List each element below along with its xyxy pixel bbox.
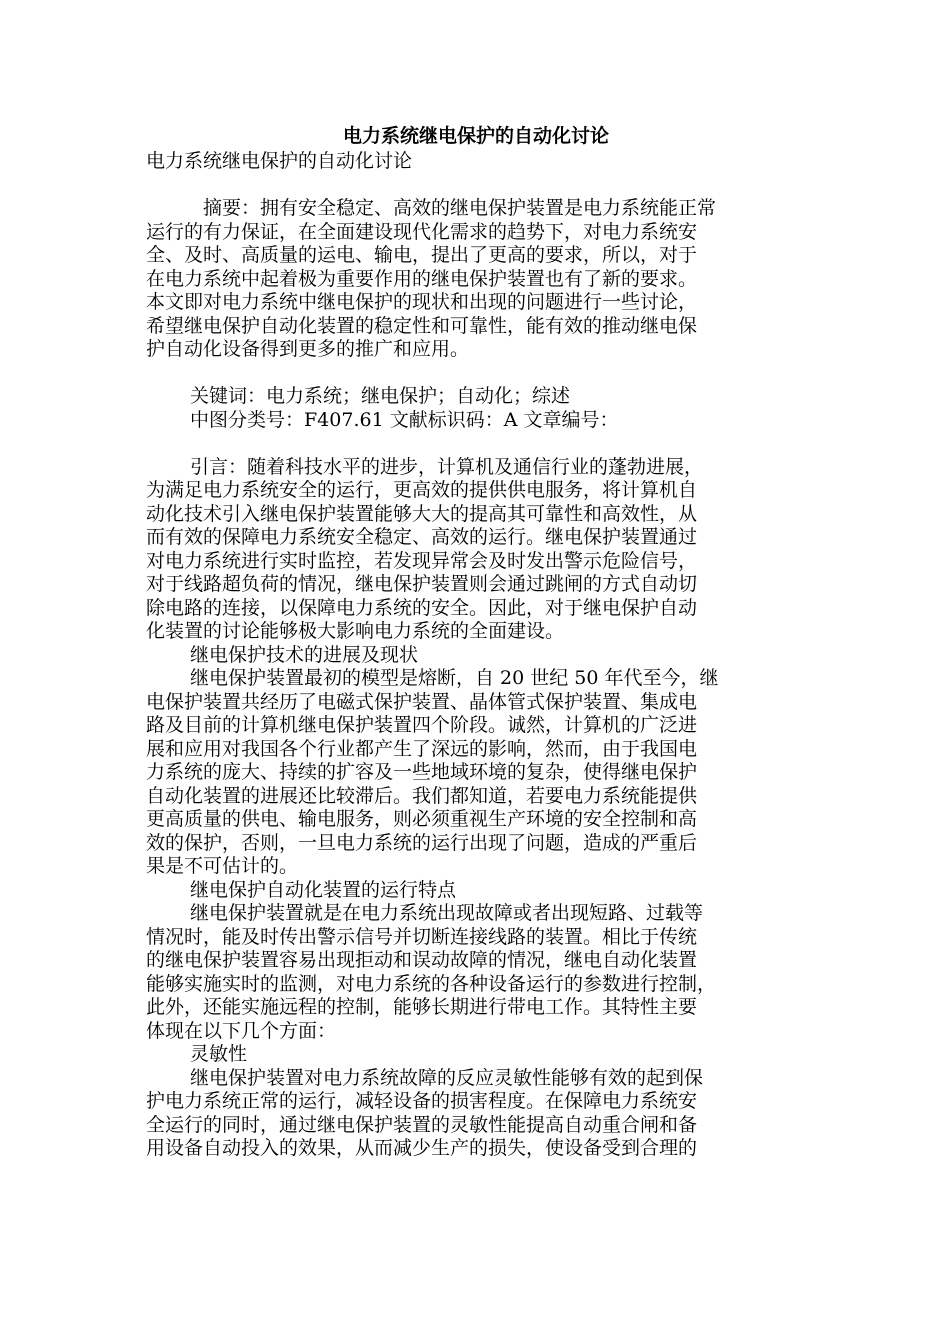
text-line: 继电保护装置最初的模型是熔断，自 20 世纪 50 年代至今，继 [190,667,719,689]
text-line: 情况时，能及时传出警示信号并切断连接线路的装置。相比于传统 [146,925,698,948]
text-line: 对于线路超负荷的情况，继电保护装置则会通过跳闸的方式自动切 [146,573,698,595]
text-line: 而有效的保障电力系统安全稳定、高效的运行。继电保护装置通过 [146,526,698,548]
blank-line [146,362,806,386]
blank-line [146,174,806,198]
text-line: 为满足电力系统安全的运行，更高效的提供供电服务，将计算机自 [146,479,698,501]
text-line: 运行的有力保证，在全面建设现代化需求的趋势下，对电力系统安 [146,220,698,243]
text-line: 动化技术引入继电保护装置能够大大的提高其可靠性和高效性，从 [146,502,698,525]
intro-paragraph [146,456,806,644]
text-line: 全、及时、高质量的运电、输电，提出了更高的要求，所以，对于 [146,244,698,266]
document-title: 电力系统继电保护的自动化讨论 [342,125,609,147]
section-heading: 继电保护自动化装置的运行特点 [190,878,457,901]
text-line: 本文即对电力系统中继电保护的现状和出现的问题进行一些讨论， [146,291,698,313]
text-line: 用设备自动投入的效果，从而减少生产的损失，使设备受到合理的 [146,1137,698,1159]
text-line: 的继电保护装置容易出现拒动和误动故障的情况，继电自动化装置 [146,949,698,971]
text-line: 化装置的讨论能够极大影响电力系统的全面建设。 [146,620,565,642]
text-line: 路及目前的计算机继电保护装置四个阶段。诚然，计算机的广泛进 [146,714,698,736]
text-line: 此外，还能实施远程的控制，能够长期进行带电工作。其特性主要 [146,996,698,1018]
text-line: 护自动化设备得到更多的推广和应用。 [146,338,470,360]
text-line: 展和应用对我国各个行业都产生了深远的影响，然而，由于我国电 [146,737,698,760]
classification-line: 中图分类号：F407.61 文献标识码：A 文章编号： [190,408,619,431]
text-line: 效的保护，否则，一旦电力系统的运行出现了问题，造成的严重后 [146,831,698,854]
text-line: 果是不可估计的。 [146,855,299,877]
text-line: 引言：随着科技水平的进步，计算机及通信行业的蓬勃进展， [190,455,704,478]
keywords-line: 关键词：电力系统；继电保护；自动化；综述 [190,385,571,407]
text-line: 更高质量的供电、输电服务，则必须重视生产环境的安全控制和高 [146,808,698,830]
document-subtitle: 电力系统继电保护的自动化讨论 [146,150,413,172]
section-paragraph [146,902,806,1043]
abstract-paragraph [146,197,806,362]
section-paragraph [146,1067,806,1161]
text-line: 自动化装置的进展还比较滞后。我们都知道，若要电力系统能提供 [146,784,698,807]
text-line: 护电力系统正常的运行，减轻设备的损害程度。在保障电力系统安 [146,1090,698,1112]
text-line: 继电保护装置就是在电力系统出现故障或者出现短路、过载等 [190,902,704,924]
text-line: 希望继电保护自动化装置的稳定性和可靠性，能有效的推动继电保 [146,314,698,337]
section-heading: 继电保护技术的进展及现状 [190,643,419,666]
section-heading: 灵敏性 [190,1043,248,1065]
text-line: 对电力系统进行实时监控，若发现异常会及时发出警示危险信号， [146,549,698,572]
text-line: 力系统的庞大、持续的扩容及一些地域环境的复杂，使得继电保护 [146,761,698,783]
text-line: 除电路的连接，以保障电力系统的安全。因此，对于继电保护自动 [146,596,698,619]
text-line: 继电保护装置对电力系统故障的反应灵敏性能够有效的起到保 [190,1066,704,1089]
text-line: 体现在以下几个方面： [146,1019,337,1042]
text-line: 摘要：拥有安全稳定、高效的继电保护装置是电力系统能正常 [203,197,717,219]
text-line: 能够实施实时的监测，对电力系统的各种设备运行的参数进行控制， [146,972,717,995]
text-line: 电保护装置共经历了电磁式保护装置、晶体管式保护装置、集成电 [146,690,698,713]
text-line: 在电力系统中起着极为重要作用的继电保护装置也有了新的要求。 [146,267,698,290]
section-paragraph [146,667,806,879]
blank-line [146,432,806,456]
document-page [146,122,806,1161]
text-line: 全运行的同时，通过继电保护装置的灵敏性能提高自动重合闸和备 [146,1113,698,1136]
